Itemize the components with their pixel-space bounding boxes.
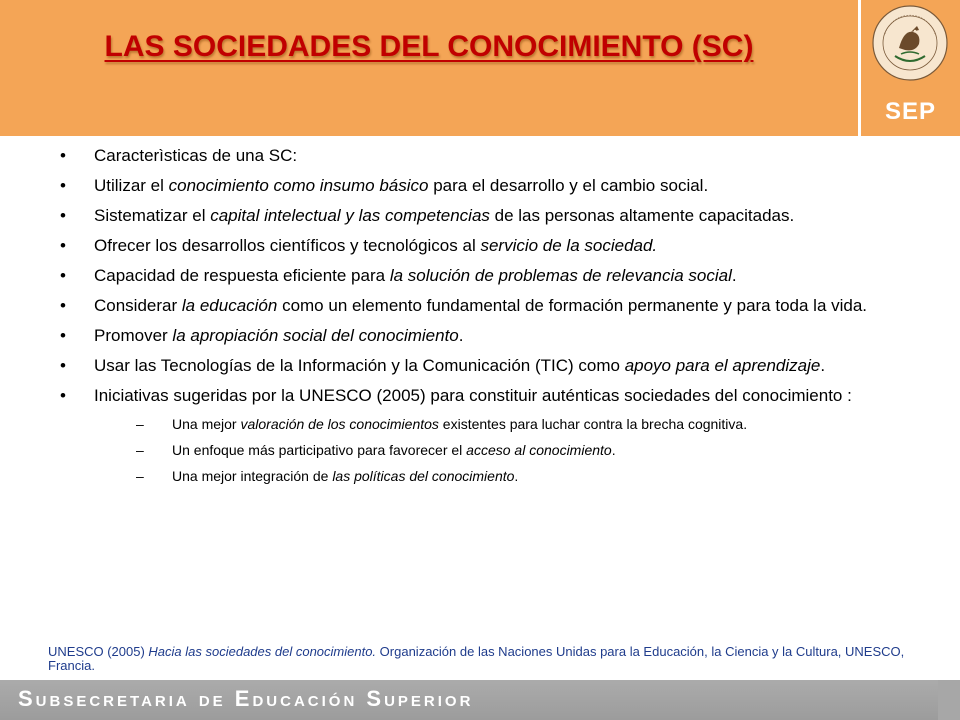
text-segment: . <box>731 266 737 285</box>
sub-bullet-list <box>94 414 900 486</box>
emphasized-text: Hacia las sociedades del conocimiento. <box>148 644 377 659</box>
national-seal-icon <box>871 4 949 82</box>
bullet-list <box>60 144 900 486</box>
text-segment: Organización de las Naciones Unidas para la Educación, la Ciencia y la Cultura, UNESCO, Francia. <box>48 644 905 673</box>
text-segment: Iniciativas sugeridas por la UNESCO (2005) para constituir auténticas sociedades del conocimiento : <box>94 386 852 405</box>
text-segment: . <box>458 326 464 345</box>
bullet-item <box>60 144 900 168</box>
emphasized-text: apoyo para el aprendizaje <box>624 356 821 375</box>
sep-logo-text: SEP <box>884 98 937 125</box>
text-segment: . <box>611 442 616 458</box>
sub-bullet-item <box>94 466 900 486</box>
emphasized-text: servicio de la sociedad. <box>480 236 658 255</box>
footer-text: Subsecretaria de Educación Superior <box>18 686 474 711</box>
text-segment: Sistematizar el <box>94 206 211 225</box>
footer-bar <box>0 680 960 720</box>
emphasized-text: las políticas del conocimiento <box>332 468 515 484</box>
bullet-item <box>60 264 900 288</box>
text-segment: existentes para luchar contra la brecha cognitiva. <box>438 416 748 432</box>
reference-citation <box>48 645 908 673</box>
title-banner <box>0 0 858 136</box>
emphasized-text: valoración de los conocimientos <box>240 416 439 432</box>
text-segment: Considerar <box>94 296 182 315</box>
text-segment: . <box>514 468 519 484</box>
sep-logo-panel <box>858 0 960 136</box>
emphasized-text: la educación <box>181 296 278 315</box>
text-segment: UNESCO (2005) <box>48 644 149 659</box>
text-segment: Caracterìsticas de una SC: <box>94 146 298 165</box>
text-segment: Usar las Tecnologías de la Información y la Comunicación (TIC) como <box>94 356 625 375</box>
text-segment: Capacidad de respuesta eficiente para <box>94 266 390 285</box>
bullet-item <box>60 204 900 228</box>
text-segment: . <box>820 356 826 375</box>
bullet-item <box>60 174 900 198</box>
bullet-item <box>60 324 900 348</box>
sub-bullet-item <box>94 414 900 434</box>
emphasized-text: acceso al conocimiento <box>466 442 612 458</box>
text-segment: como un elemento fundamental de formación permanente y para toda la vida. <box>277 296 868 315</box>
emphasized-text: la apropiación social del conocimiento <box>172 326 459 345</box>
emphasized-text: capital intelectual y las competencias <box>210 206 490 225</box>
emphasized-text: la solución de problemas de relevancia social <box>389 266 732 285</box>
emphasized-text: conocimiento como insumo básico <box>168 176 429 195</box>
bullet-item <box>60 294 900 318</box>
text-segment: Promover <box>94 326 173 345</box>
text-segment: Utilizar el <box>94 176 169 195</box>
text-segment: para el desarrollo y el cambio social. <box>428 176 709 195</box>
text-segment: Una mejor <box>172 416 241 432</box>
text-segment: Ofrecer los desarrollos científicos y tecnológicos al <box>94 236 481 255</box>
sub-bullet-item <box>94 440 900 460</box>
footer-inner <box>0 680 938 720</box>
bullet-item <box>60 354 900 378</box>
text-segment: Una mejor integración de <box>172 468 333 484</box>
bullet-item <box>60 384 900 486</box>
bullet-item <box>60 234 900 258</box>
page-title: LAS SOCIEDADES DEL CONOCIMIENTO (SC) <box>104 30 754 63</box>
slide-content <box>60 144 900 492</box>
text-segment: de las personas altamente capacitadas. <box>489 206 795 225</box>
text-segment: Un enfoque más participativo para favorecer el <box>172 442 467 458</box>
